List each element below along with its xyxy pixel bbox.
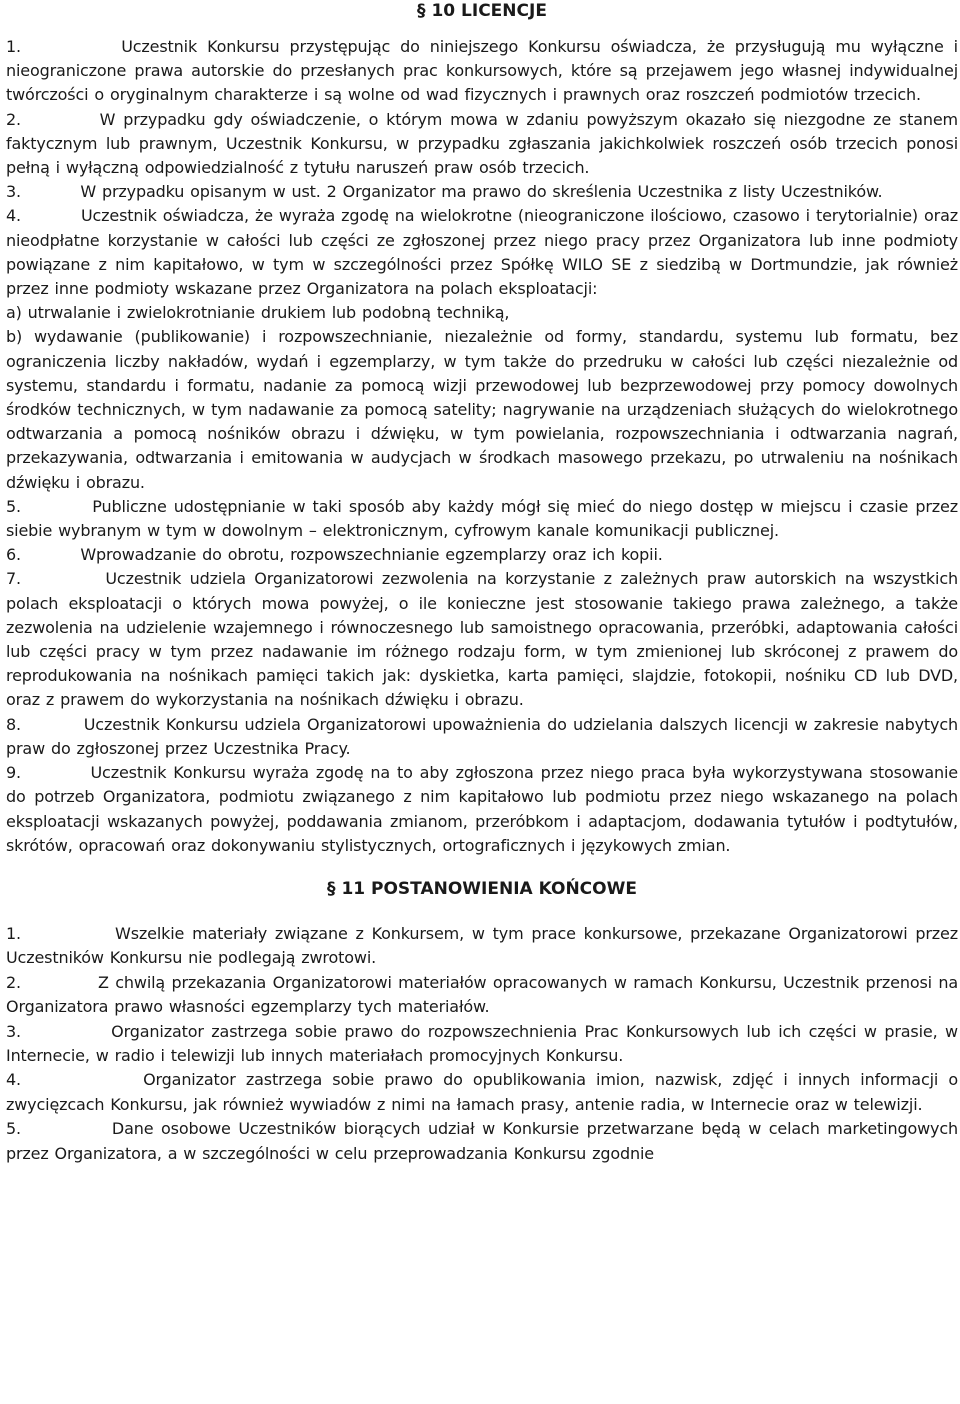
paragraph: 9. Uczestnik Konkursu wyraża zgodę na to aby zgłoszona przez niego praca była wykorzystywana stosowanie do potrzeb Organizatora, podmiotu związanego z nim kapitałowo lub podmiotu przez niego wskazanego na polach eksploatacji wskazanych powyżej, poddawania zmianom, przeróbkom i adaptacjom, dodawania tytułów i podtytułów, skrótów, opracowań oraz dokonywaniu stylistycznych, ortograficznych i językowych zmian.	[6, 763, 958, 855]
paragraph: 7. Uczestnik udziela Organizatorowi zezwolenia na korzystanie z zależnych praw autorskich na wszystkich polach eksploatacji o których mowa powyżej, o ile konieczne jest stosowanie takiego prawa zależnego, a także zezwolenia na udzielenie wzajemnego i równoczesnego lub samoistnego opracowania, przeróbki, adaptowania całości lub części pracy w tym przez nadawanie im różnego rodzaju form, w tym zmienionej lub skróconej z prawem do reprodukowania na nośnikach pamięci takich jak: dyskietka, karta pamięci, slajdzie, fotokopii, nośniku CD lub DVD, oraz z prawem do wykorzystania na nośnikach dźwięku i obrazu.	[6, 569, 958, 710]
paragraph: 1. Uczestnik Konkursu przystępując do niniejszego Konkursu oświadcza, że przysługują mu wyłączne i nieograniczone prawa autorskie do przesłanych prac konkursowych, które są przejawem jego własnej indywidualnej twórczości o oryginalnym charakterze i są wolne od wad fizycznych i prawnych oraz roszczeń podmiotów trzecich.	[6, 37, 958, 105]
section-title: 10 LICENCJE	[431, 1, 547, 21]
document-page	[6, 0, 958, 1166]
paragraph: 4. Uczestnik oświadcza, że wyraża zgodę na wielokrotne (nieograniczone ilościowo, czasowo i terytorialnie) oraz nieodpłatne korzystanie w całości lub części ze zgłoszonej przez niego pracy przez Organizatora lub inne podmioty powiązane z nim kapitałowo, w tym w szczególności przez Spółkę WILO SE z siedzibą w Dortmundzie, jak również przez inne podmioty wskazane przez Organizatora na polach eksploatacji:	[6, 206, 958, 299]
paragraph: b) wydawanie (publikowanie) i rozpowszechnianie, niezależnie od formy, standardu, systemu lub formatu, bez ograniczenia liczby nakładów, wydań i egzemplarzy, w tym także do przedruku w całości lub części niezależnie od systemu, standardu i formatu, nadanie za pomocą wizji przewodowej lub bezprzewodowej przy pomocy dowolnych środków technicznych, w tym nadawanie za pomocą satelity; nagrywanie na urządzeniach służących do wielokrotnego odtwarzania a pomocą nośników obrazu i dźwięku, w tym powielania, rozpowszechniania i odtwarzania nagrań, przekazywania, odtwarzania i emitowania w audycjach w środkach masowego przekazu, po utrwaleniu na nośnikach dźwięku i obrazu.	[6, 327, 958, 492]
section-10-body	[6, 35, 958, 858]
paragraph: 4. Organizator zastrzega sobie prawo do opublikowania imion, nazwisk, zdjęć i innych informacji o zwycięzcach Konkursu, jak również wywiadów z nimi na łamach prasy, antenie radia, w Internecie oraz w telewizji.	[6, 1070, 958, 1114]
section-symbol: §	[417, 1, 426, 21]
paragraph: 8. Uczestnik Konkursu udziela Organizatorowi upoważnienia do udzielania dalszych licencji w zakresie nabytych praw do zgłoszonej przez Uczestnika Pracy.	[6, 714, 958, 758]
paragraph: 3. W przypadku opisanym w ust. 2 Organizator ma prawo do skreślenia Uczestnika z listy Uczestników.	[6, 182, 883, 202]
paragraph: 3. Organizator zastrzega sobie prawo do rozpowszechnienia Prac Konkursowych lub ich części w prasie, w Internecie, w radio i telewizji lub innych materiałach promocyjnych Konkursu.	[6, 1021, 958, 1065]
section-11-heading	[6, 858, 958, 900]
paragraph: a) utrwalanie i zwielokrotnianie drukiem lub podobną techniką,	[6, 303, 510, 323]
section-title: 11 POSTANOWIENIA KOŃCOWE	[341, 878, 637, 899]
paragraph: 2. Z chwilą przekazania Organizatorowi materiałów opracowanych w ramach Konkursu, Uczestnik przenosi na Organizatora prawo własności egzemplarzy tych materiałów.	[6, 972, 959, 1017]
section-11-body	[6, 922, 958, 1166]
paragraph: 6. Wprowadzanie do obrotu, rozpowszechnianie egzemplarzy oraz ich kopii.	[6, 545, 663, 565]
paragraph: 5. Publiczne udostępnianie w taki sposób aby każdy mógł się mieć do niego dostęp w miejscu i czasie przez siebie wybranym w tym w dowolnym – elektronicznym, cyfrowym kanale komunikacji publicznej.	[6, 496, 958, 541]
paragraph: 5. Dane osobowe Uczestników biorących udział w Konkursie przetwarzane będą w celach marketingowych przez Organizatora, a w szczególności w celu przeprowadzania Konkursu zgodnie	[6, 1119, 958, 1163]
section-10-heading	[6, 0, 958, 22]
paragraph: 2. W przypadku gdy oświadczenie, o którym mowa w zdaniu powyższym okazało się niezgodne ze stanem faktycznym lub prawnym, Uczestnik Konkursu, w przypadku zgłaszania jakichkolwiek roszczeń osób trzecich ponosi pełną i wyłączną odpowiedzialność z tytułu naruszeń praw osób trzecich.	[6, 109, 958, 178]
paragraph: 1. Wszelkie materiały związane z Konkursem, w tym prace konkursowe, przekazane Organizatorowi przez Uczestników Konkursu nie podlegają zwrotowi.	[6, 923, 959, 968]
section-symbol: §	[327, 878, 336, 899]
